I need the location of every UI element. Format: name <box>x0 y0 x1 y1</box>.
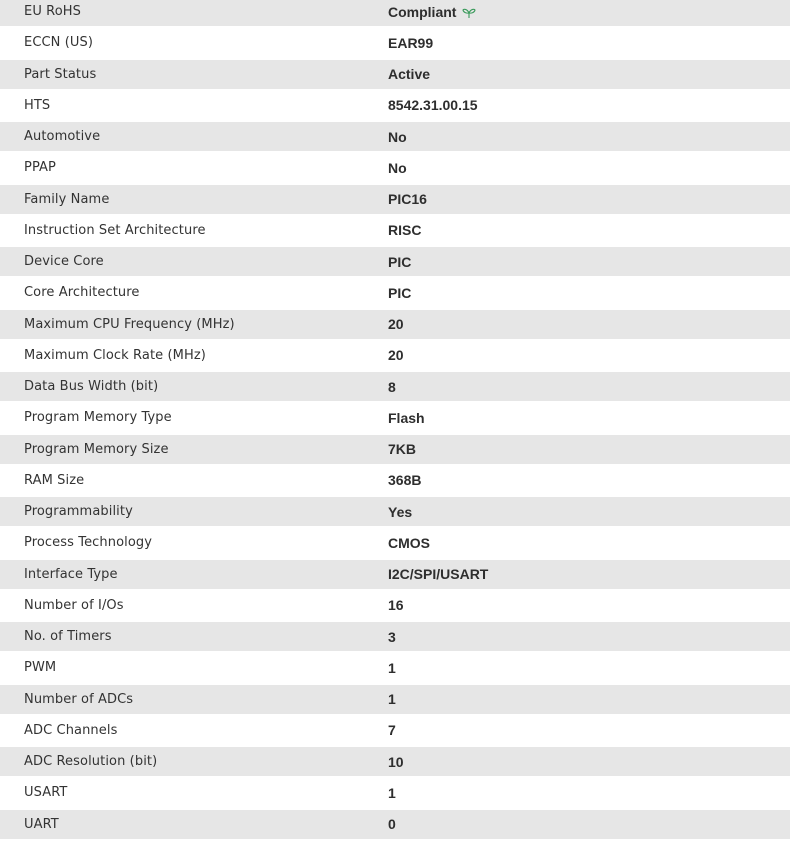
spec-label: Program Memory Size <box>24 441 169 457</box>
spec-value <box>388 66 790 82</box>
spec-value-text: 0 <box>388 816 396 833</box>
spec-label: Number of I/Os <box>24 597 124 613</box>
table-row <box>0 403 790 434</box>
spec-value-text: 20 <box>388 347 404 364</box>
spec-value <box>388 566 790 582</box>
spec-value <box>388 816 790 832</box>
spec-label: USART <box>24 785 68 801</box>
table-row <box>0 435 790 466</box>
spec-value <box>388 691 790 707</box>
spec-value <box>388 722 790 738</box>
table-row <box>0 0 790 28</box>
spec-label: Data Bus Width (bit) <box>24 379 159 395</box>
table-row <box>0 747 790 778</box>
table-row <box>0 716 790 747</box>
spec-label: ADC Channels <box>24 722 118 738</box>
table-row <box>0 278 790 309</box>
spec-value <box>388 254 790 270</box>
spec-label: Interface Type <box>24 566 118 582</box>
spec-value <box>388 97 790 113</box>
spec-value-text: PIC16 <box>388 191 427 208</box>
spec-value <box>388 535 790 551</box>
table-row <box>0 372 790 403</box>
spec-value-text: EAR99 <box>388 34 434 51</box>
table-row <box>0 685 790 716</box>
spec-value <box>388 472 790 488</box>
table-row <box>0 622 790 653</box>
table-row <box>0 653 790 684</box>
spec-value-text: 8542.31.00.15 <box>388 97 478 114</box>
spec-value-text: 16 <box>388 597 404 614</box>
spec-value-text: 8 <box>388 378 396 395</box>
table-row <box>0 91 790 122</box>
spec-label: Core Architecture <box>24 285 140 301</box>
table-row <box>0 778 790 809</box>
spec-value <box>388 160 790 176</box>
spec-value-text: No <box>388 159 407 176</box>
spec-label: Part Status <box>24 66 97 82</box>
leaf-icon <box>462 6 476 18</box>
spec-value <box>388 347 790 363</box>
spec-value <box>388 379 790 395</box>
spec-value-text: 1 <box>388 659 396 676</box>
table-row <box>0 216 790 247</box>
table-row <box>0 28 790 59</box>
table-row <box>0 122 790 153</box>
spec-label: Device Core <box>24 254 104 270</box>
spec-value-text: PIC <box>388 253 412 270</box>
spec-value <box>388 35 790 51</box>
table-row <box>0 560 790 591</box>
spec-value <box>388 441 790 457</box>
table-row <box>0 341 790 372</box>
spec-label: UART <box>24 816 59 832</box>
spec-value-text: RISC <box>388 222 422 239</box>
spec-value-text: CMOS <box>388 534 430 551</box>
spec-value <box>388 4 790 20</box>
spec-value <box>388 410 790 426</box>
spec-value-text: Flash <box>388 409 425 426</box>
spec-label: Program Memory Type <box>24 410 172 426</box>
spec-label: Programmability <box>24 504 133 520</box>
spec-value <box>388 316 790 332</box>
spec-value <box>388 129 790 145</box>
spec-label: Instruction Set Architecture <box>24 222 206 238</box>
table-row <box>0 247 790 278</box>
spec-value-text: 7 <box>388 722 396 739</box>
spec-value <box>388 597 790 613</box>
spec-label: ECCN (US) <box>24 35 94 51</box>
table-row <box>0 185 790 216</box>
table-row <box>0 60 790 91</box>
spec-label: Maximum Clock Rate (MHz) <box>24 347 206 363</box>
spec-value-text: 368B <box>388 472 422 489</box>
table-row <box>0 153 790 184</box>
spec-value-text: 20 <box>388 316 404 333</box>
spec-value-text: No <box>388 128 407 145</box>
spec-label: RAM Size <box>24 472 85 488</box>
spec-label: Automotive <box>24 129 101 145</box>
spec-value-text: Yes <box>388 503 413 520</box>
spec-value <box>388 660 790 676</box>
spec-value <box>388 504 790 520</box>
table-row <box>0 310 790 341</box>
table-row <box>0 497 790 528</box>
spec-value-text: 10 <box>388 753 404 770</box>
spec-label: PWM <box>24 660 57 676</box>
spec-label: HTS <box>24 97 51 113</box>
spec-label: Process Technology <box>24 535 153 551</box>
spec-value <box>388 285 790 301</box>
spec-value <box>388 754 790 770</box>
spec-value-text: 7KB <box>388 441 417 458</box>
table-row <box>0 591 790 622</box>
spec-value <box>388 191 790 207</box>
spec-value-text: Active <box>388 66 431 83</box>
table-row <box>0 810 790 841</box>
spec-label: No. of Timers <box>24 629 112 645</box>
spec-value <box>388 629 790 645</box>
table-row <box>0 466 790 497</box>
spec-value-text: Compliant <box>388 3 457 20</box>
spec-label: Number of ADCs <box>24 691 134 707</box>
spec-label: Maximum CPU Frequency (MHz) <box>24 316 235 332</box>
spec-value-text: I2C/SPI/USART <box>388 566 489 583</box>
spec-value-text: 1 <box>388 784 396 801</box>
spec-value <box>388 222 790 238</box>
spec-value-text: 3 <box>388 628 396 645</box>
spec-label: PPAP <box>24 160 56 176</box>
spec-label: ADC Resolution (bit) <box>24 754 158 770</box>
spec-value-text: PIC <box>388 284 412 301</box>
spec-label: EU RoHS <box>24 4 81 20</box>
table-row <box>0 528 790 559</box>
spec-label: Family Name <box>24 191 110 207</box>
spec-value-text: 1 <box>388 691 396 708</box>
spec-value <box>388 785 790 801</box>
